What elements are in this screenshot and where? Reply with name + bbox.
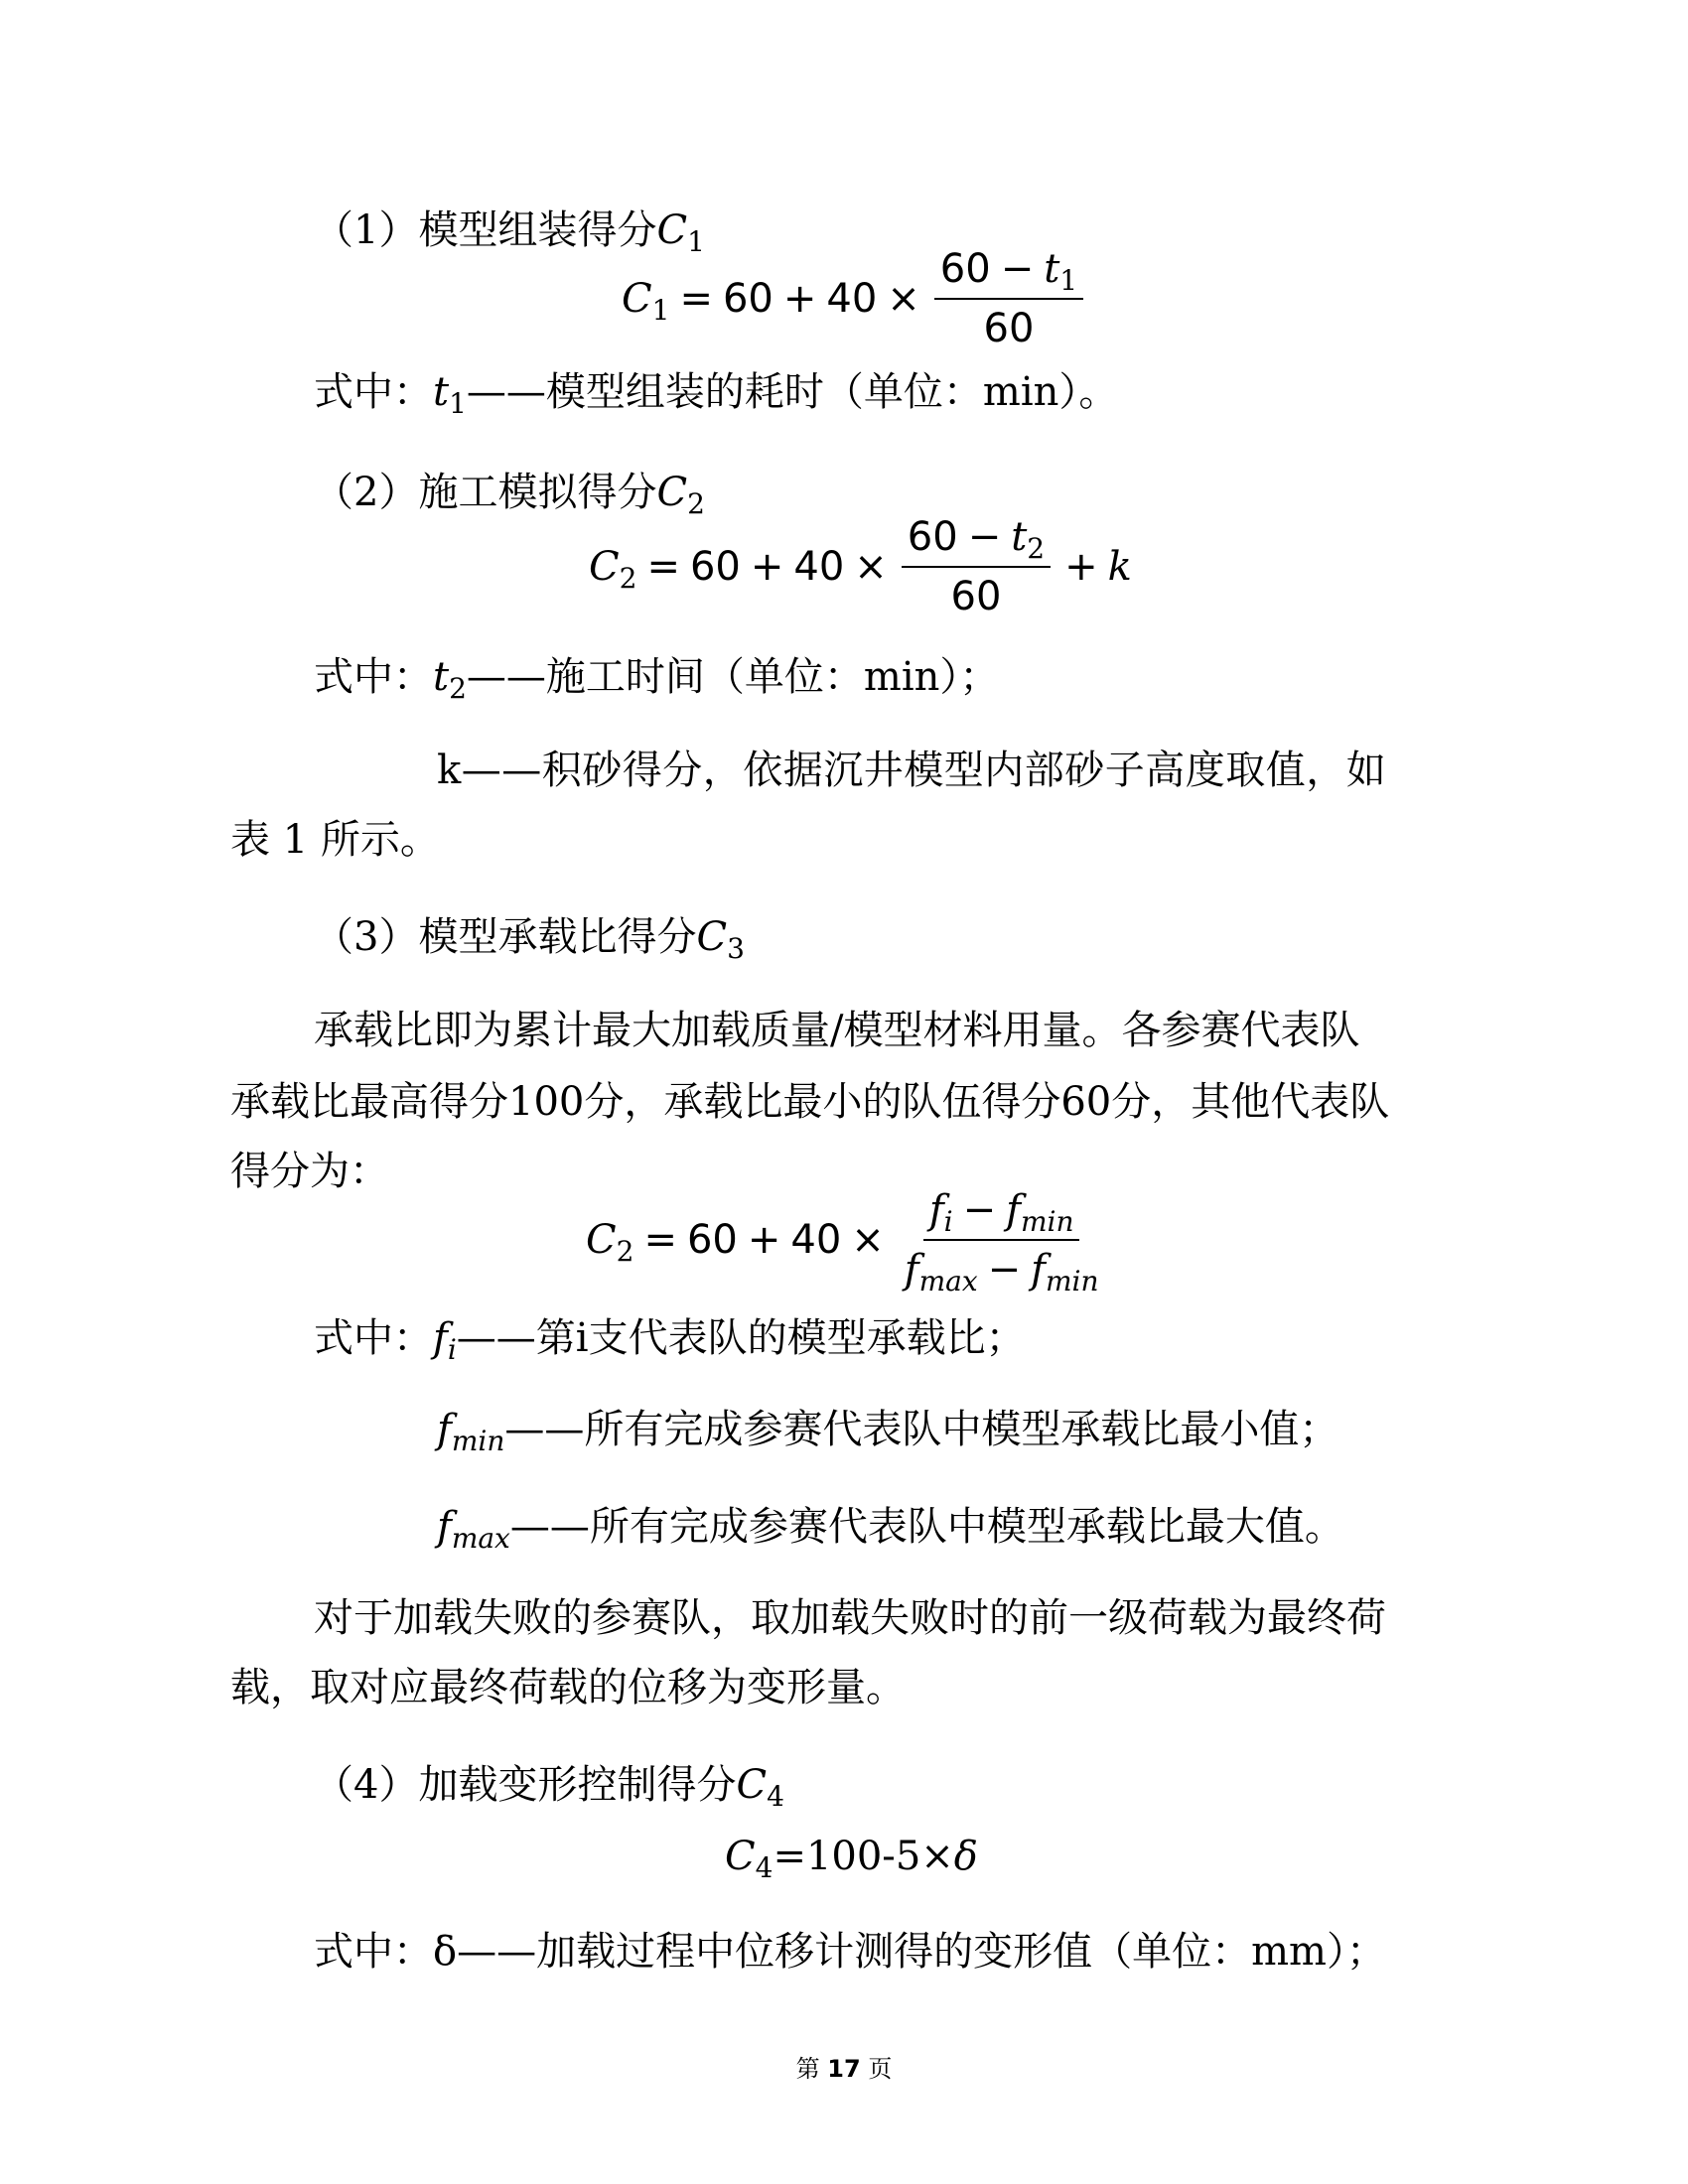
formula-c1: C1 = 60 + 40 × $\frac{60 - t1}{60}$ bbox=[622, 246, 1087, 351]
section-1-heading: （1）模型组装得分C1 bbox=[314, 207, 705, 258]
formula-c4: C4=100-5×δ bbox=[725, 1834, 978, 1884]
definition-fmax: fmax——所有完成参赛代表队中模型承载比最大值。 bbox=[437, 1504, 1344, 1555]
page-number: 第 17 页 bbox=[795, 2055, 893, 2083]
fraction: $\frac{fi - fmin}{fmax - fmin}$ bbox=[904, 1187, 1099, 1297]
paragraph-3-line1: 承载比即为累计最大加载质量/模型材料用量。各参赛代表队 bbox=[314, 1008, 1360, 1053]
section-2-heading: （2）施工模拟得分C2 bbox=[314, 470, 705, 520]
var-c1: C1 bbox=[656, 207, 705, 258]
formula-c3: C2 = 60 + 40 × $\frac{fi - fmin}{fmax - fmin}$ bbox=[586, 1187, 1109, 1293]
fraction: $\frac{60 - t2}{60}$ bbox=[902, 514, 1051, 619]
formula-c2: C2 = 60 + 40 × $\frac{60 - t2}{60}$ + k bbox=[589, 514, 1132, 619]
definition-k-line2: 表 1 所示。 bbox=[230, 817, 440, 863]
paragraph-3-line3: 得分为： bbox=[230, 1149, 389, 1194]
section-3-heading: （3）模型承载比得分C3 bbox=[314, 914, 745, 965]
paragraph-4-line2: 载，取对应最终荷载的位移为变形量。 bbox=[230, 1665, 906, 1710]
fraction: $\frac{60 - t1}{60}$ bbox=[934, 246, 1083, 351]
paragraph-3-line2: 承载比最高得分100分，承载比最小的队伍得分60分，其他代表队 bbox=[230, 1079, 1390, 1125]
paragraph-4-line1: 对于加载失败的参赛队，取加载失败时的前一级荷载为最终荷 bbox=[314, 1595, 1386, 1641]
definition-t1: 式中：t1——模型组装的耗时（单位：min）。 bbox=[314, 369, 1119, 420]
section-4-heading: （4）加载变形控制得分C4 bbox=[314, 1762, 784, 1813]
definition-delta: 式中：δ——加载过程中位移计测得的变形值（单位：mm）； bbox=[314, 1929, 1386, 1975]
definition-fmin: fmin——所有完成参赛代表队中模型承载比最小值； bbox=[437, 1407, 1339, 1457]
definition-k-line1: k——积砂得分，依据沉井模型内部砂子高度取值，如 bbox=[437, 748, 1387, 793]
definition-fi: 式中：fi——第i支代表队的模型承载比； bbox=[314, 1315, 1026, 1366]
definition-t2: 式中：t2——施工时间（单位：min）； bbox=[314, 654, 1000, 705]
